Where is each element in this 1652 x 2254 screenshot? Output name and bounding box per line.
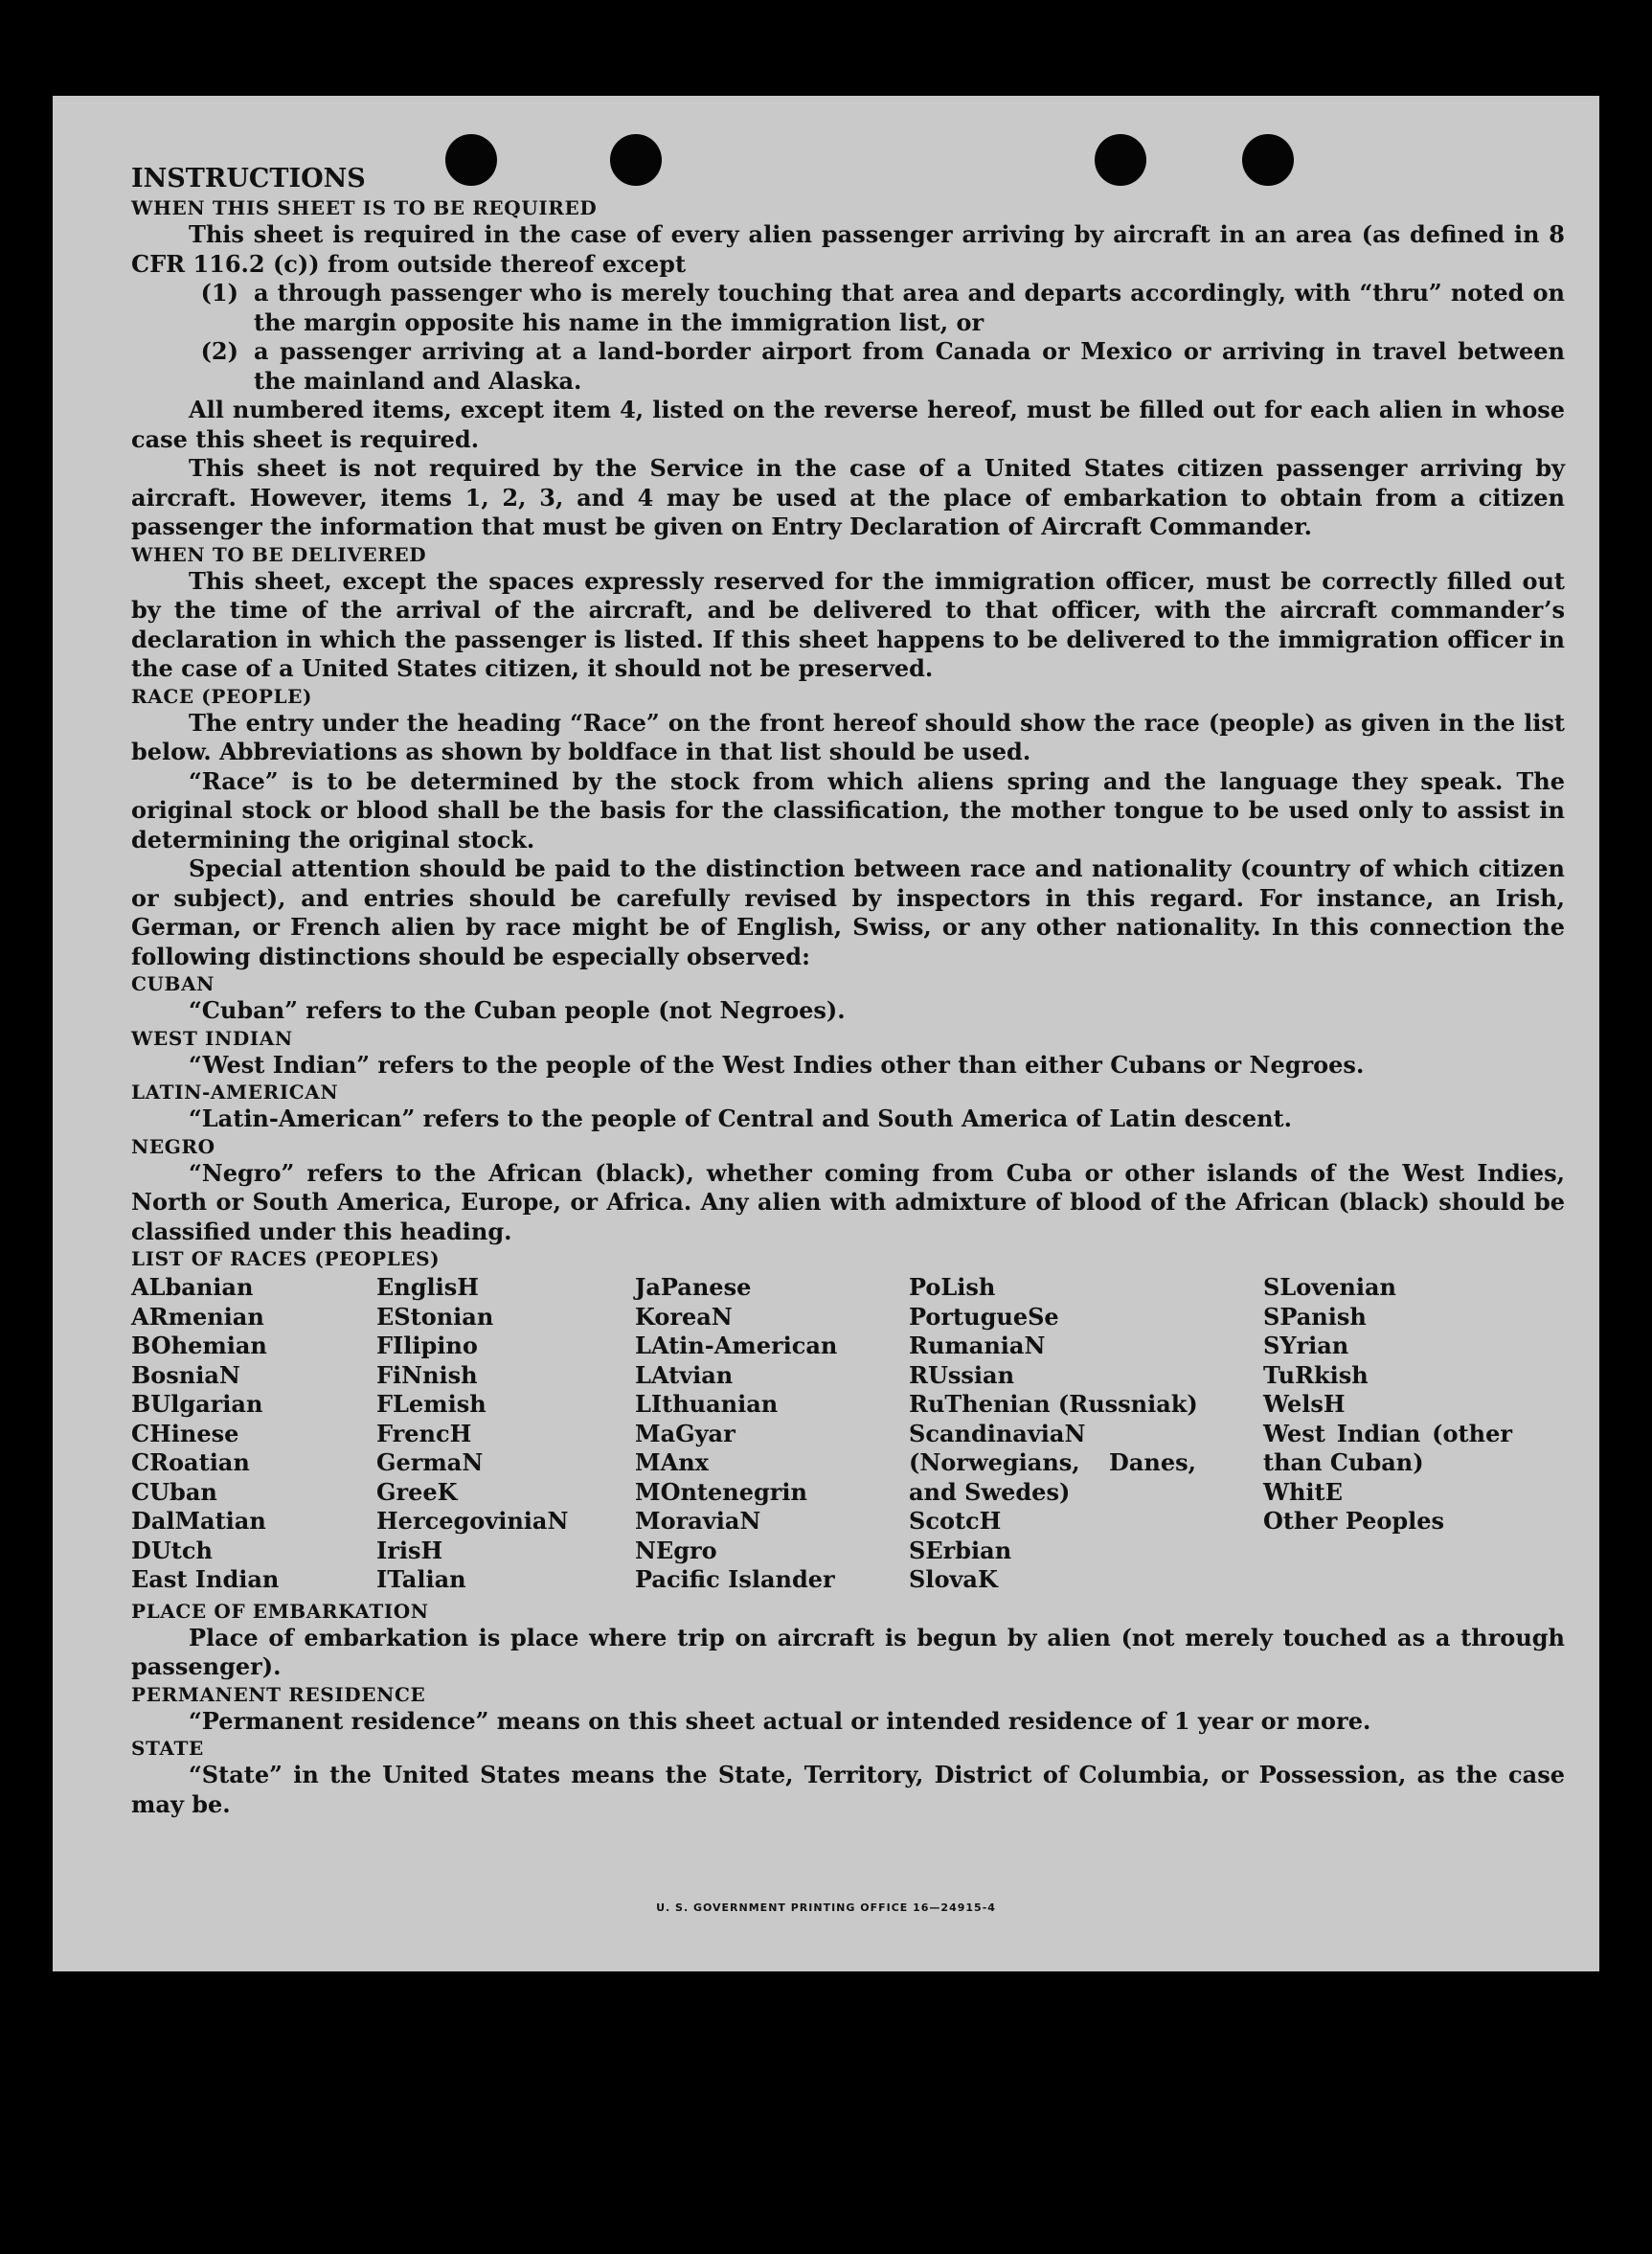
race-entry: FLemish <box>376 1390 487 1418</box>
heading-list-of-races: LIST OF RACES (PEOPLES) <box>131 1247 441 1270</box>
race-entry: BOhemian <box>131 1332 267 1359</box>
race-entry: WelsH <box>1263 1390 1346 1418</box>
race-entry: WhitE <box>1263 1477 1343 1506</box>
race-entry: DUtch <box>131 1536 213 1564</box>
heading-when-delivered: WHEN TO BE DELIVERED <box>131 542 427 566</box>
paragraph: “Latin-American” refers to the people of Central and South America of Latin descent. <box>189 1104 1292 1132</box>
race-entry: EnglisH <box>376 1273 479 1301</box>
list-item-number: (1) <box>200 279 238 307</box>
race-entry: ARmenian <box>131 1302 264 1331</box>
race-entry: GermaN <box>376 1448 484 1476</box>
race-entry: LIthuanian <box>635 1390 779 1418</box>
race-entry: Other Peoples <box>1263 1507 1445 1535</box>
race-entry: CUban <box>131 1477 217 1506</box>
race-entry: ScandinaviaN (Norwegians, Danes, and Swedes) <box>909 1419 1196 1506</box>
list-item <box>131 337 1565 396</box>
race-entry: RumaniaN <box>909 1332 1046 1359</box>
race-entry: BosniaN <box>131 1360 240 1389</box>
race-entry: BUlgarian <box>131 1390 263 1418</box>
heading-latin-american: LATIN-AMERICAN <box>131 1081 339 1104</box>
instructions-content <box>131 163 1565 1819</box>
race-entry: SErbian <box>909 1536 1012 1564</box>
races-column <box>1263 1273 1512 1595</box>
race-entry: PortugueSe <box>909 1302 1059 1331</box>
paragraph: “West Indian” refers to the people of the West Indies other than either Cubans or Negroes. <box>189 1050 1365 1079</box>
race-entry: SPanish <box>1263 1302 1367 1331</box>
race-entry: PoLish <box>909 1273 996 1301</box>
races-column <box>635 1273 909 1595</box>
race-entry: CRoatian <box>131 1448 250 1476</box>
heading-race: RACE (PEOPLE) <box>131 684 313 708</box>
race-entry: EStonian <box>376 1302 494 1331</box>
race-entry: LAtvian <box>635 1360 734 1389</box>
list-item <box>131 279 1565 337</box>
race-entry: GreeK <box>376 1477 458 1506</box>
paragraph: This sheet is not required by the Service in the case of a United States citizen passenger arriving by aircraft. However, items 1, 2, 3, and 4 may be used at the place of embarkation to obtain from a citizen passenger the information that must be given on Entry Declaration of Aircraft Commander. <box>131 454 1565 540</box>
races-table <box>131 1273 1568 1595</box>
races-column <box>376 1273 635 1595</box>
race-entry: MOntenegrin <box>635 1477 807 1506</box>
race-entry: LAtin-American <box>635 1332 838 1359</box>
race-entry: FiNnish <box>376 1360 478 1389</box>
heading-negro: NEGRO <box>131 1134 215 1158</box>
race-entry: ScotcH <box>909 1507 1002 1535</box>
list-item-text: a passenger arriving at a land-border airport from Canada or Mexico or arriving in travel between the mainland and Alaska. <box>254 337 1565 395</box>
list-item-text: a through passenger who is merely touching that area and departs accordingly, with “thru” noted on the margin opposite his name in the immigration list, or <box>254 279 1565 336</box>
race-entry: MoraviaN <box>635 1507 761 1535</box>
race-entry: RuThenian (Russniak) <box>909 1390 1198 1418</box>
race-entry: East Indian <box>131 1565 280 1593</box>
heading-when-required: WHEN THIS SHEET IS TO BE REQUIRED <box>131 196 598 219</box>
paragraph: “State” in the United States means the State, Territory, District of Columbia, or Possession, as the case may be. <box>131 1761 1565 1818</box>
heading-state: STATE <box>131 1737 204 1760</box>
paragraph: This sheet, except the spaces expressly reserved for the immigration officer, must be correctly filled out by the time of the arrival of the aircraft, and be delivered to that officer, with the aircraft commander’s declaration in which the passenger is listed. If this sheet happens to be delivered to the immigration officer in the case of a United States citizen, it should not be preserved. <box>131 566 1565 682</box>
paragraph: “Negro” refers to the African (black), whether coming from Cuba or other islands of the West Indies, North or South America, Europe, or Africa. Any alien with admixture of blood of the African (black) should be classified under this heading. <box>131 1158 1565 1245</box>
race-entry: SlovaK <box>909 1565 998 1593</box>
paragraph: Place of embarkation is place where trip on aircraft is begun by alien (not merely touched as a through passenger). <box>131 1623 1565 1680</box>
race-entry: FrencH <box>376 1419 472 1447</box>
paragraph: All numbered items, except item 4, listed on the reverse hereof, must be filled out for each alien in whose case this sheet is required. <box>131 396 1565 453</box>
race-entry: MAnx <box>635 1448 709 1476</box>
race-entry: SLovenian <box>1263 1273 1396 1301</box>
race-entry: NEgro <box>635 1536 717 1564</box>
race-entry: DalMatian <box>131 1507 266 1535</box>
race-entry: ALbanian <box>131 1273 254 1301</box>
race-entry: HercegoviniaN <box>376 1507 569 1535</box>
race-entry: Pacific Islander <box>635 1565 835 1593</box>
race-entry: SYrian <box>1263 1332 1349 1359</box>
race-entry: FIlipino <box>376 1332 478 1359</box>
paragraph: Special attention should be paid to the distinction between race and nationality (country of which citizen or subject), and entries should be carefully revised by inspectors in this regard. For instance, an Irish, German, or French alien by race might be of English, Swiss, or any other nationality. In this connection the following distinctions should be especially observed: <box>131 854 1565 970</box>
page-title: INSTRUCTIONS <box>131 164 366 194</box>
paragraph: “Cuban” refers to the Cuban people (not Negroes). <box>189 996 846 1024</box>
heading-permanent-residence: PERMANENT RESIDENCE <box>131 1682 426 1706</box>
race-entry: West Indian (other than Cuban) <box>1263 1419 1512 1476</box>
paragraph: “Permanent residence” means on this sheet actual or intended residence of 1 year or more. <box>189 1706 1371 1735</box>
race-entry: IrisH <box>376 1536 443 1564</box>
list-item-number: (2) <box>200 337 238 365</box>
race-entry: JaPanese <box>635 1273 752 1301</box>
race-entry: KoreaN <box>635 1302 733 1331</box>
document-page <box>53 96 1599 1971</box>
race-entry: MaGyar <box>635 1419 735 1447</box>
race-entry: RUssian <box>909 1360 1015 1389</box>
race-entry: TuRkish <box>1263 1360 1369 1389</box>
printing-office-footer: U. S. GOVERNMENT PRINTING OFFICE 16—24915-4 <box>656 1901 996 1914</box>
races-column <box>909 1273 1198 1595</box>
race-entry: CHinese <box>131 1419 239 1447</box>
race-entry: ITalian <box>376 1565 466 1593</box>
races-column <box>131 1273 376 1595</box>
paragraph: The entry under the heading “Race” on the front hereof should show the race (people) as given in the list below. Abbreviations as shown by boldface in that list should be used. <box>131 708 1565 765</box>
paragraph: This sheet is required in the case of every alien passenger arriving by aircraft in an area (as defined in 8 CFR 116.2 (c)) from outside thereof except <box>131 220 1565 278</box>
heading-cuban: CUBAN <box>131 972 215 995</box>
heading-embarkation: PLACE OF EMBARKATION <box>131 1599 429 1623</box>
paragraph: “Race” is to be determined by the stock from which aliens spring and the language they speak. The original stock or blood shall be the basis for the classification, the mother tongue to be used only to assist in determining the original stock. <box>131 766 1565 854</box>
heading-west-indian: WEST INDIAN <box>131 1026 293 1050</box>
